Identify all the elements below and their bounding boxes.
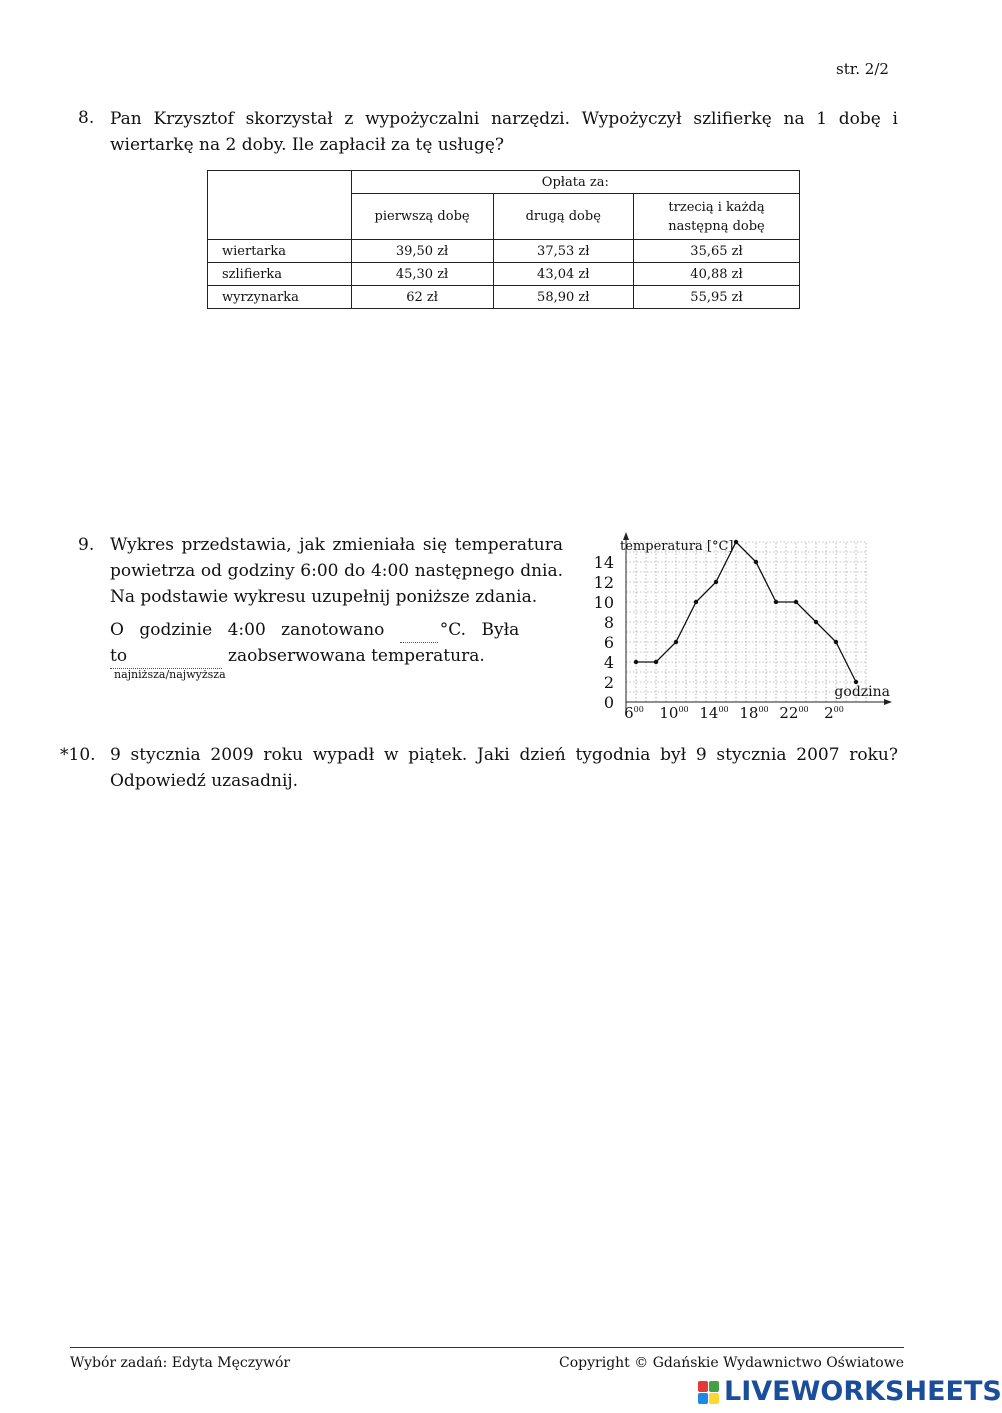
table-row [208,240,800,263]
question-9-number: 9. [78,535,95,555]
table-corner-cell [208,171,352,240]
data-point [694,600,698,604]
sentence-part-2: zaobserwowana temperatura. [228,646,485,666]
question-10-number: *10. [60,745,96,765]
liveworksheets-logo[interactable] [698,1376,1002,1410]
y-tick-label: 2 [603,673,614,692]
data-point [734,540,738,544]
table-cell: 45,30 zł [351,263,493,286]
temperature-chart-svg [593,530,896,730]
x-tick-label: $22^{00}$ [779,704,809,722]
rental-fee-table [207,170,800,309]
footer-copyright: Copyright © Gdańskie Wydawnictwo Oświatowe [559,1355,904,1371]
data-point [654,660,658,664]
table-row [208,263,800,286]
y-axis-label: temperatura [°C] [620,539,734,554]
table-cell: 40,88 zł [634,263,800,286]
answer-hint: najniższa/najwyższa [114,668,226,681]
column-header: trzecią i każdą następną dobę [634,194,800,240]
liveworksheets-wordmark: LIVEWORKSHEETS [724,1376,1002,1407]
temperature-answer-field[interactable] [400,624,438,643]
data-point [854,680,858,684]
table-cell: 62 zł [351,286,493,309]
liveworksheets-blocks-icon [698,1381,720,1405]
data-point [714,580,718,584]
y-tick-label: 0 [603,693,614,712]
x-axis-label: godzina [834,684,890,700]
page-number: str. 2/2 [836,60,889,78]
question-8-number: 8. [78,108,95,128]
row-label: wiertarka [208,240,352,263]
data-point [814,620,818,624]
y-tick-label: 14 [593,553,614,572]
temperature-chart [593,530,896,730]
row-label: wyrzynarka [208,286,352,309]
table-cell: 55,95 zł [634,286,800,309]
table-cell: 58,90 zł [493,286,634,309]
data-point [834,640,838,644]
y-tick-label: 8 [603,613,614,632]
x-tick-label: $2^{00}$ [824,704,844,722]
data-point [754,560,758,564]
data-point [774,600,778,604]
y-tick-label: 10 [593,593,614,612]
y-tick-label: 4 [603,653,614,672]
data-point [674,640,678,644]
column-header: pierwszą dobę [351,194,493,240]
question-9-sentence-line2 [110,643,485,669]
data-point [634,660,638,664]
x-tick-label: $10^{00}$ [659,704,689,722]
x-tick-label: $14^{00}$ [699,704,729,722]
table-cell: 39,50 zł [351,240,493,263]
table-cell: 37,53 zł [493,240,634,263]
column-header: drugą dobę [493,194,634,240]
y-tick-label: 6 [603,633,614,652]
data-point [794,600,798,604]
question-10-text: 9 stycznia 2009 roku wypadł w piątek. Jaki dzień tygodnia był 9 stycznia 2007 roku? Odpowiedź uzasadnij. [110,745,898,791]
extreme-answer-field[interactable] [110,650,222,669]
x-tick-label: $18^{00}$ [739,704,769,722]
sentence-part-1: O godzinie 4:00 zanotowano [110,620,385,640]
x-tick-label: $6^{00}$ [624,704,644,722]
table-cell: 35,65 zł [634,240,800,263]
footer-author: Wybór zadań: Edyta Męczywór [70,1355,291,1371]
y-tick-label: 12 [593,573,614,592]
footer-divider [70,1347,904,1348]
question-8-text: Pan Krzysztof skorzystał z wypożyczalni narzędzi. Wypożyczył szlifierkę na 1 dobę i wiertarkę na 2 doby. Ile zapłacił za tę usługę? [110,109,898,155]
row-label: szlifierka [208,263,352,286]
table-row [208,286,800,309]
question-9-text: Wykres przedstawia, jak zmieniała się temperatura powietrza od godziny 6:00 do 4:00 następnego dnia. Na podstawie wykresu uzupełnij poniższe zdania. [110,535,563,607]
sentence-unit: °C. Była to [110,620,520,666]
table-cell: 43,04 zł [493,263,634,286]
table-group-header: Opłata za: [351,171,799,194]
